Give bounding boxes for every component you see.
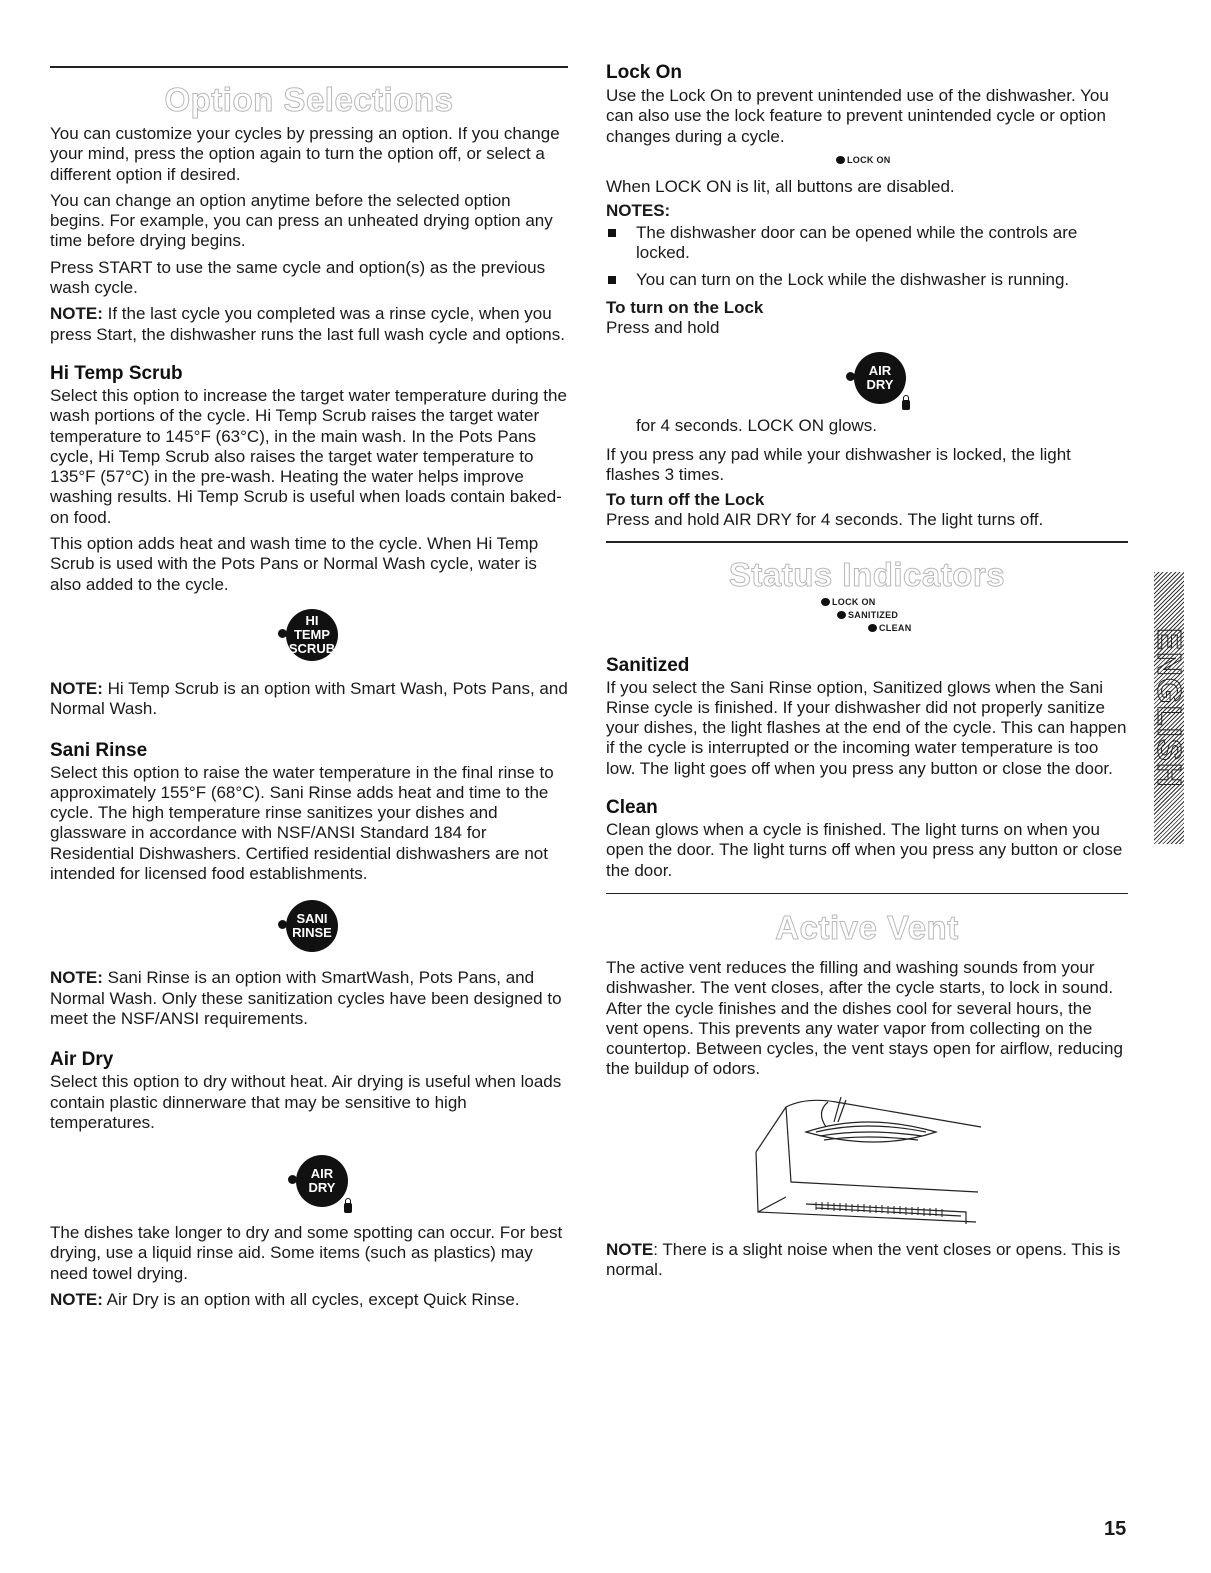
- sanitized-paragraph: If you select the Sani Rinse option, Sanitized glows when the Sani Rinse cycle is finished. If your dishwasher did not properly sanitize your dishes, the light flashes at the end of the cycle. This can happen if the cycle is interrupted or the incoming water temperature is too low. The light goes off when you press any button or close the door.: [606, 677, 1127, 778]
- vent-drawing-icon: [746, 1092, 986, 1232]
- active-vent-title: Active Vent: [775, 908, 959, 946]
- clean-paragraph: Clean glows when a cycle is finished. The light turns on when you open the door. The light turns off when you press any button or close the door.: [606, 820, 1123, 880]
- turn-off-lock-text: Press and hold AIR DRY for 4 seconds. The light turns off.: [606, 510, 1044, 530]
- active-vent-note-text: : There is a slight noise when the vent closes or opens. This is normal.: [606, 1239, 1121, 1280]
- indicator-dot-icon: [278, 920, 287, 929]
- sani-rinse-heading: Sani Rinse: [50, 739, 148, 761]
- clean-heading: Clean: [606, 797, 658, 819]
- intro-paragraph-3: Press START to use the same cycle and option(s) as the previous wash cycle.: [50, 257, 546, 298]
- button-label-line-2: SCRUB: [288, 640, 336, 656]
- status-indicators-title: Status Indicators: [728, 555, 1006, 593]
- hi-temp-scrub-heading: Hi Temp Scrub: [50, 362, 183, 384]
- lock-air-dry-button-figure: [606, 352, 1128, 410]
- section-divider: [50, 66, 568, 68]
- button-label-line-2: RINSE: [292, 925, 332, 941]
- button-label-line-1: SANI: [296, 911, 328, 927]
- intro-paragraph-2: You can change an option anytime before the selected option begins. For example, you can press an unheated drying option any time before drying begins.: [50, 190, 553, 251]
- left-column: [50, 0, 568, 1310]
- active-vent-note: [606, 1240, 1128, 1281]
- indicator-dot-icon: [278, 629, 287, 638]
- intro-note: [50, 304, 568, 345]
- lock-on-status-indicator: [821, 597, 1128, 607]
- sani-rinse-note-text: Sani Rinse is an option with SmartWash, Pots Pans, and Normal Wash. Only these sanitization cycles have been designed to meet the NSF/ANSI requirements.: [50, 968, 562, 1028]
- notes-heading: NOTES:: [606, 201, 671, 221]
- hi-temp-scrub-note: [50, 679, 568, 720]
- notes-bullet-2: [606, 270, 1128, 290]
- air-dry-button-figure: [50, 1155, 568, 1213]
- button-label-line-2: DRY: [308, 1180, 336, 1196]
- air-dry-paragraph-2: The dishes take longer to dry and some spotting can occur. For best drying, use a liquid rinse aid. Some items (such as plastics) may need towel drying.: [50, 1223, 563, 1283]
- turn-on-lock-heading: To turn on the Lock: [606, 298, 764, 318]
- active-vent-paragraph: The active vent reduces the filling and washing sounds from your dishwasher. The vent closes, after the cycle starts, to lock in sound. After the cycle finishes and the dishes cool for several hours, the vent opens. This prevents any water vapor from collecting on the countertop. Between cycles, the vent stays open for airflow, reducing the buildup of odors.: [606, 957, 1123, 1079]
- hi-temp-scrub-note-text: Hi Temp Scrub is an option with Smart Wash, Pots Pans, and Normal Wash.: [50, 678, 568, 719]
- indicator-label: LOCK ON: [832, 596, 876, 607]
- for-four-seconds-text: for 4 seconds. LOCK ON glows.: [636, 416, 877, 436]
- air-dry-heading: Air Dry: [50, 1049, 114, 1071]
- press-and-hold-text: Press and hold: [606, 318, 720, 338]
- intro-paragraph-1: You can customize your cycles by pressing an option. If you change your mind, press the option again to turn the option off, or select a different option if desired.: [50, 124, 560, 184]
- bullet-icon: [608, 276, 616, 284]
- status-indicators-panel: [606, 597, 1128, 633]
- lock-on-paragraph-2: When LOCK ON is lit, all buttons are disabled.: [606, 176, 955, 196]
- button-label-line-1: AIR: [310, 1166, 334, 1182]
- sani-rinse-button-figure: [50, 900, 568, 958]
- bullet-text: The dishwasher door can be opened while the controls are locked.: [636, 223, 1078, 263]
- sanitized-status-indicator: [837, 610, 1128, 620]
- sani-rinse-note: [50, 968, 568, 1029]
- lock-on-indicator: [836, 155, 1128, 165]
- sani-rinse-button-icon: [286, 900, 338, 952]
- hi-temp-scrub-button-icon: [286, 609, 338, 661]
- note-label: NOTE:: [50, 678, 103, 698]
- right-column: [606, 0, 1128, 1280]
- lock-icon: [344, 1203, 352, 1213]
- note-label: NOTE: [606, 1239, 654, 1259]
- sani-rinse-paragraph: Select this option to raise the water temperature in the final rinse to approximately 155°F (68°C). Sani Rinse adds heat and time to the cycle. The high temperature rinse sanitizes your dishes and glassware in accordance with NSF/ANSI Standard 184 for Residential Dishwashers. Certified residential dishwashers are not intended for licensed food establishments.: [50, 762, 554, 884]
- bullet-icon: [608, 229, 616, 237]
- button-label-line-2: DRY: [866, 377, 894, 393]
- air-dry-note-text: Air Dry is an option with all cycles, except Quick Rinse.: [102, 1289, 520, 1309]
- indicator-label: SANITIZED: [848, 609, 899, 620]
- sanitized-heading: Sanitized: [606, 654, 690, 676]
- section-divider: [606, 541, 1128, 543]
- lock-on-paragraph-1: Use the Lock On to prevent unintended use of the dishwasher. You can also use the lock feature to prevent unintended cycle or option changes during a cycle.: [606, 86, 1109, 146]
- language-side-tab-label: ENGLISH: [1151, 627, 1188, 789]
- indicator-dot-icon: [288, 1175, 297, 1184]
- page-number: 15: [1104, 1518, 1127, 1540]
- indicator-dot-icon: [821, 598, 830, 606]
- indicator-dot-icon: [846, 372, 855, 381]
- air-dry-paragraph-1: Select this option to dry without heat. Air drying is useful when loads contain plastic dinnerware that may be sensitive to high temperatures.: [50, 1072, 562, 1132]
- indicator-label: CLEAN: [879, 622, 912, 633]
- active-vent-illustration: [746, 1092, 986, 1232]
- hi-temp-scrub-paragraph-2: This option adds heat and wash time to the cycle. When Hi Temp Scrub is used with the Pots Pans or Normal Wash cycle, water is also added to the cycle.: [50, 534, 539, 594]
- note-label: NOTE:: [50, 1289, 103, 1309]
- air-dry-note: [50, 1290, 568, 1310]
- clean-status-indicator: [868, 623, 1128, 633]
- indicator-dot-icon: [836, 156, 845, 164]
- turn-off-lock-heading: To turn off the Lock: [606, 490, 765, 510]
- lock-icon: [902, 400, 910, 410]
- lock-on-paragraph-3: If you press any pad while your dishwasher is locked, the light flashes 3 times.: [606, 444, 1071, 484]
- hi-temp-scrub-button-figure: [50, 609, 568, 667]
- air-dry-button-icon: [296, 1155, 348, 1207]
- indicator-dot-icon: [868, 624, 877, 632]
- lock-on-heading: Lock On: [606, 62, 683, 83]
- bullet-text: You can turn on the Lock while the dishwasher is running.: [636, 269, 1070, 289]
- section-divider: [606, 893, 1128, 894]
- button-label-line-1: HI TEMP: [293, 612, 331, 642]
- indicator-label: LOCK ON: [847, 154, 891, 165]
- option-selections-title: Option Selections: [164, 81, 454, 118]
- notes-bullet-1: [606, 223, 1128, 264]
- button-label-line-1: AIR: [868, 363, 892, 379]
- note-label: NOTE:: [50, 304, 103, 324]
- indicator-dot-icon: [837, 611, 846, 619]
- intro-note-text: If the last cycle you completed was a rinse cycle, when you press Start, the dishwasher runs the last full wash cycle and options.: [50, 304, 565, 344]
- air-dry-button-icon: [854, 352, 906, 404]
- hi-temp-scrub-paragraph-1: Select this option to increase the target water temperature during the wash portions of the cycle. Hi Temp Scrub raises the target water temperature to 145°F (63°C), in the main wash. In the Pots Pans cycle, Hi Temp Scrub also raises the target water temperature to 135°F (57°C) in the pre-wash. Heating the water helps improve washing results. Hi Temp Scrub is useful when loads contain baked-on food.: [50, 385, 567, 527]
- note-label: NOTE:: [50, 968, 103, 988]
